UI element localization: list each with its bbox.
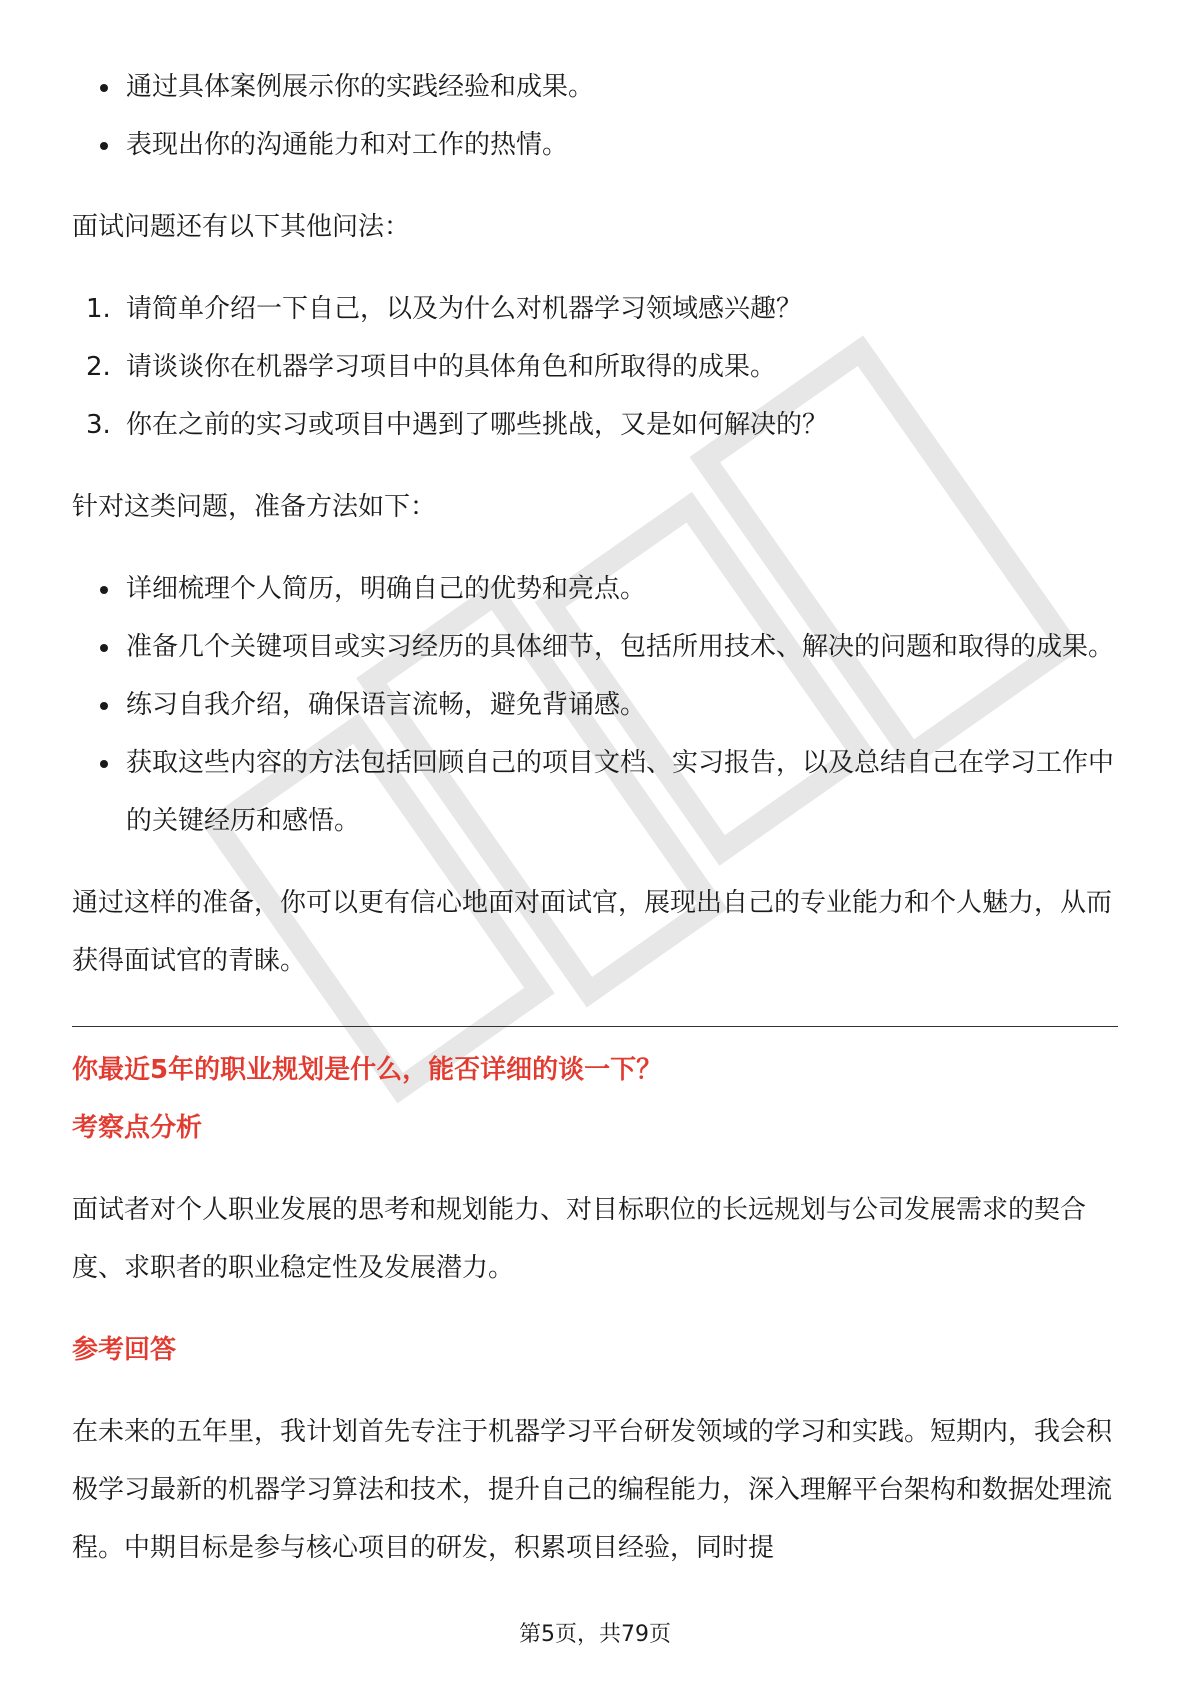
list-number: 2.: [86, 352, 111, 382]
paragraph-prep-intro: 针对这类问题，准备方法如下：: [72, 492, 437, 522]
paragraph-conclusion: 通过这样的准备，你可以更有信心地面对面试官，展现出自己的专业能力和个人魅力，从而获得面试官的青睐。: [72, 888, 1113, 976]
analysis-text: 面试者对个人职业发展的思考和规划能力、对目标职位的长远规划与公司发展需求的契合度、求职者的职业稳定性及发展潜力。: [72, 1195, 1087, 1283]
list-item-text: 请简单介绍一下自己，以及为什么对机器学习领域感兴趣？: [126, 294, 803, 324]
page-footer: 第5页，共79页: [519, 1622, 671, 1647]
main-content: [72, 58, 1118, 1577]
top-bullet-list: [72, 58, 1118, 174]
list-item: 表现出你的沟通能力和对工作的热情。: [72, 116, 1118, 174]
paragraph-other-questions: 面试问题还有以下其他问法：: [72, 212, 411, 242]
list-item: 练习自我介绍，确保语言流畅，避免背诵感。: [72, 676, 1118, 734]
prep-bullet-list: [72, 560, 1118, 850]
list-item: [72, 280, 1118, 338]
list-item-text: 你在之前的实习或项目中遇到了哪些挑战，又是如何解决的？: [126, 410, 829, 440]
alt-questions-list: [72, 280, 1118, 454]
list-item: [72, 396, 1118, 454]
list-number: 3.: [86, 410, 111, 440]
list-item: 通过具体案例展示你的实践经验和成果。: [72, 58, 1118, 116]
list-item: 准备几个关键项目或实习经历的具体细节，包括所用技术、解决的问题和取得的成果。: [72, 618, 1118, 676]
list-number: 1.: [86, 294, 111, 324]
list-item: 详细梳理个人简历，明确自己的优势和亮点。: [72, 560, 1118, 618]
question-heading: 你最近5年的职业规划是什么，能否详细的谈一下？: [72, 1055, 663, 1085]
list-item-text: 请谈谈你在机器学习项目中的具体角色和所取得的成果。: [126, 352, 777, 382]
list-item: [72, 338, 1118, 396]
answer-text: 在未来的五年里，我计划首先专注于机器学习平台研发领域的学习和实践。短期内，我会积极学习最新的机器学习算法和技术，提升自己的编程能力，深入理解平台架构和数据处理流程。中期目标是参与核心项目的研发，积累项目经验，同时提: [72, 1417, 1113, 1563]
analysis-heading: 考察点分析: [72, 1113, 203, 1143]
list-item: 获取这些内容的方法包括回顾自己的项目文档、实习报告，以及总结自己在学习工作中的关键经历和感悟。: [72, 734, 1118, 850]
section-divider: [72, 1026, 1118, 1027]
answer-heading: 参考回答: [72, 1335, 177, 1365]
